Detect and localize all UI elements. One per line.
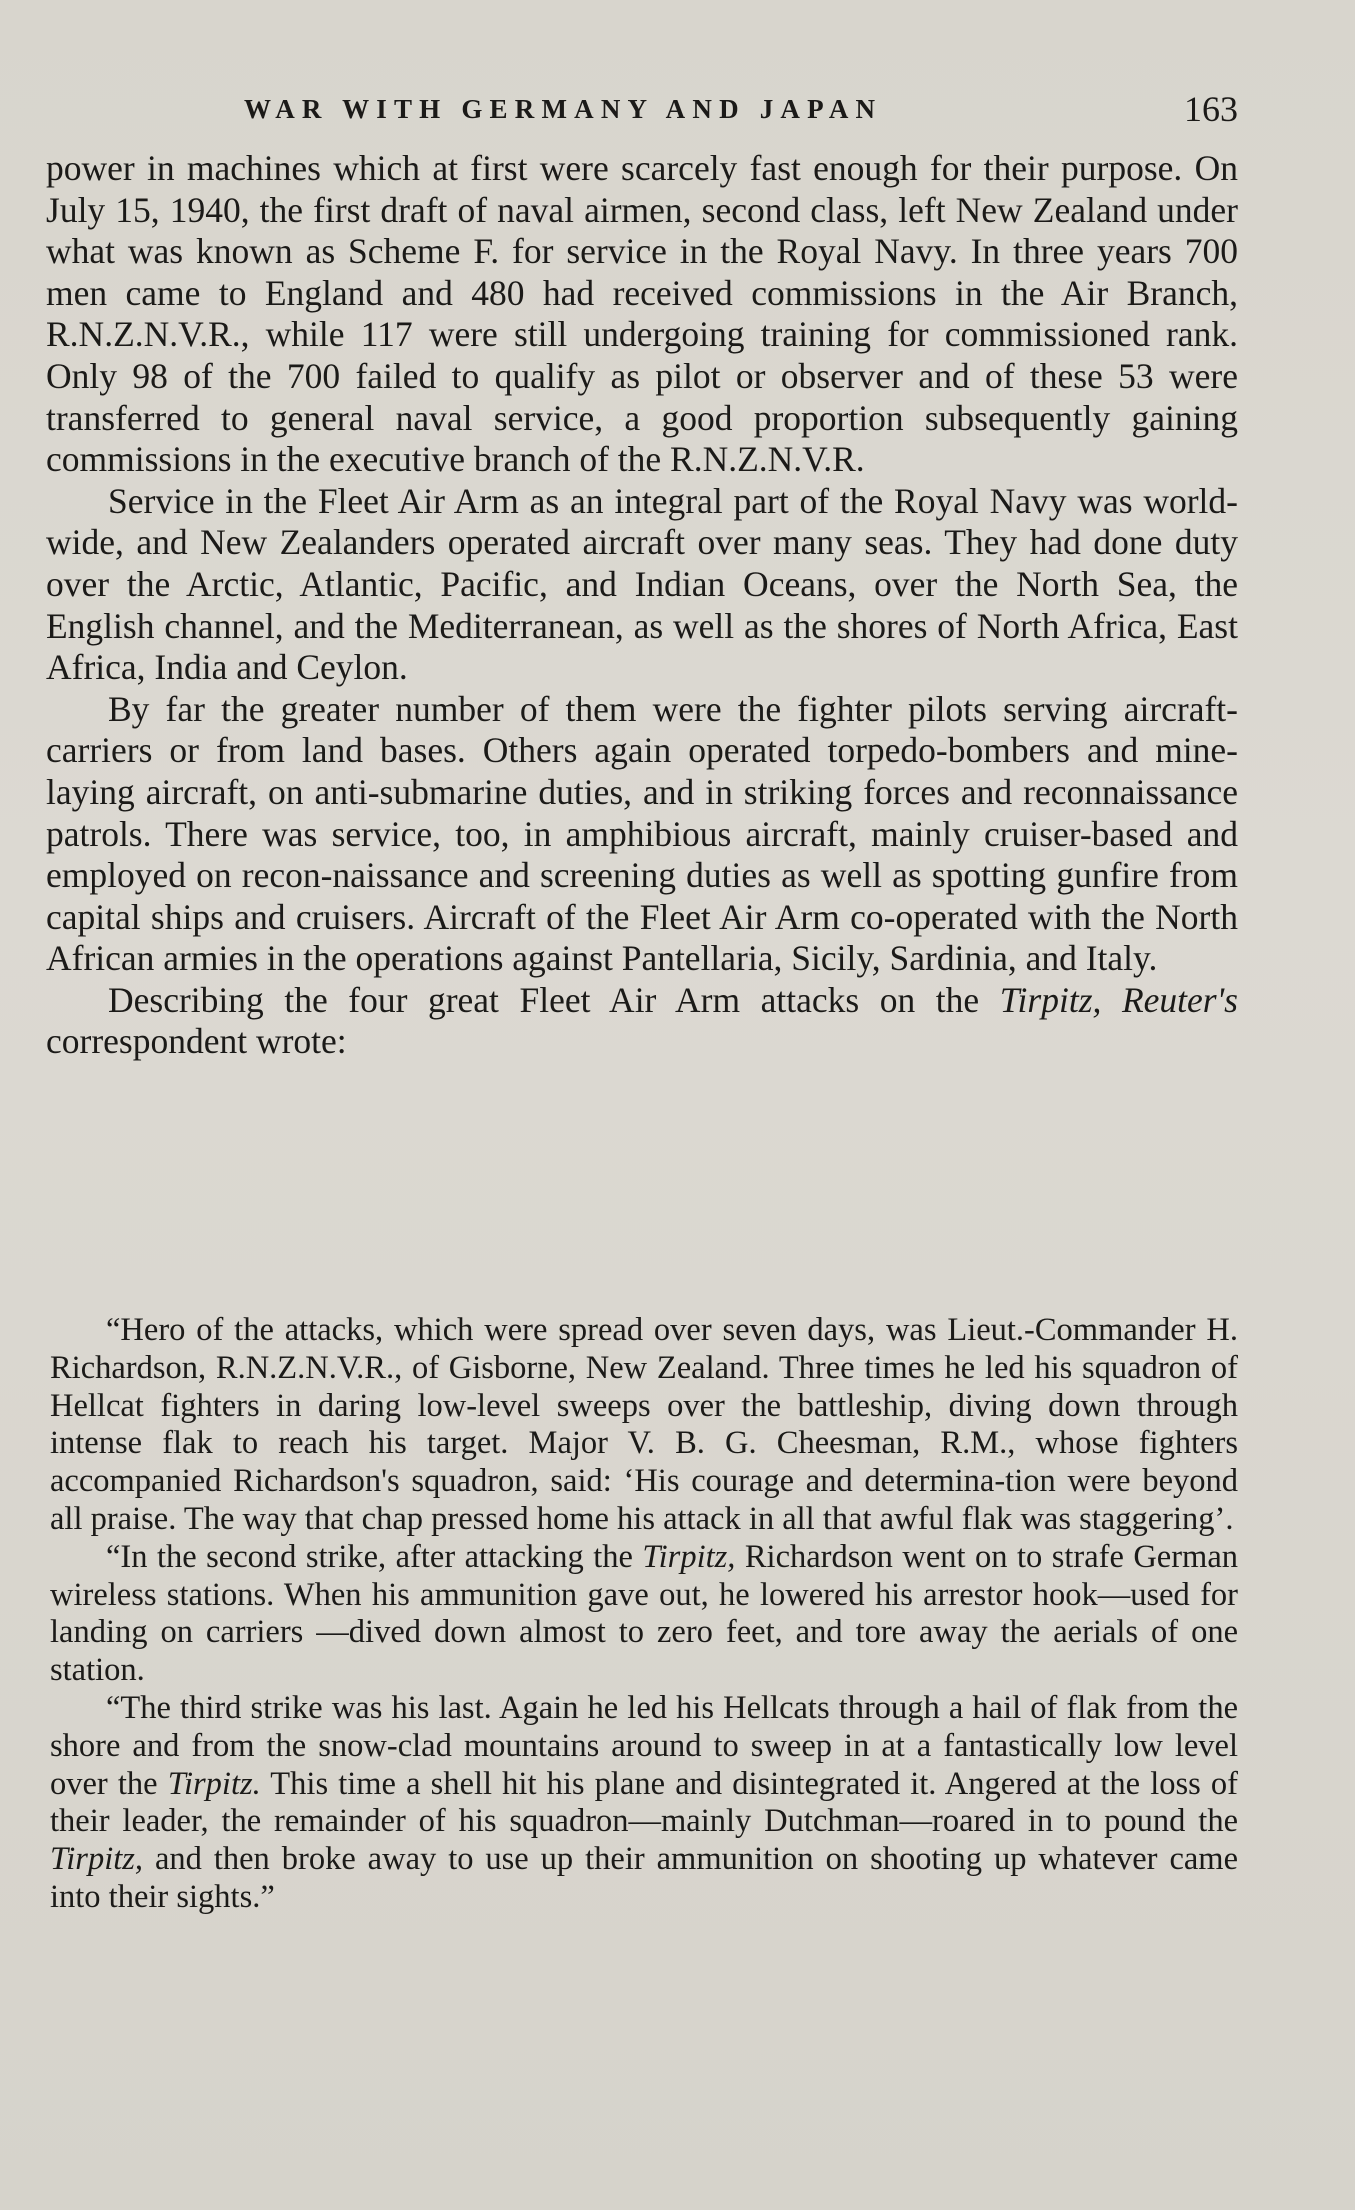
quote-3-text-a: “The third strike was his last. Again he led his Hellcats through a hail of flak from the shore and from the snow-clad mountains around to sweep in at a fantastically low level over the bbox=[50, 1689, 1238, 1802]
quote-2-text-a: “In the second strike, after attacking the bbox=[106, 1538, 643, 1575]
paragraph-1: power in machines which at first were scarcely fast enough for their purpose. On July 15, 1940, the first draft of naval airmen, second class, left New Zealand under what was known as Scheme F. for service in the Royal Navy. In three years 700 men came to England and 480 had received commissions in the Air Branch, R.N.Z.N.V.R., while 117 were still undergoing training for commissioned rank. Only 98 of the 700 failed to qualify as pilot or observer and of these 53 were transferred to general naval service, a good proportion subsequently gaining commissions in the executive branch of the R.N.Z.N.V.R. bbox=[46, 148, 1238, 480]
page-number: 163 bbox=[1184, 89, 1238, 129]
paragraph-4-text-a: Describing the four great Fleet Air Arm attacks on the bbox=[108, 979, 1000, 1020]
running-title: WAR WITH GERMANY AND JAPAN bbox=[244, 94, 883, 124]
tirpitz-italic: Tirpitz, bbox=[50, 1841, 144, 1878]
running-head bbox=[48, 89, 1248, 129]
quote-paragraph-1: “Hero of the attacks, which were spread over seven days, was Lieut.-Commander H. Richardson, R.N.Z.N.V.R., of Gisborne, New Zealand. Three times he led his squadron of Hellcat fighters in daring low-level sweeps over the battleship, diving down through intense flak to reach his target. Major V. B. G. Cheesman, R.M., whose fighters accompanied Richardson's squadron, said: ‘His courage and determina-tion were beyond all praise. The way that chap pressed home his attack in all that awful flak was staggering’. bbox=[50, 1312, 1238, 1537]
block-quote bbox=[50, 1312, 1238, 1917]
paragraph-3: By far the greater number of them were the fighter pilots serving aircraft-carriers or from land bases. Others again operated torpedo-bombers and mine-laying aircraft, on anti-submarine duties, and in striking forces and reconnaissance patrols. There was service, too, in amphibious aircraft, mainly cruiser-based and employed on recon-naissance and screening duties as well as spotting gunfire from capital ships and cruisers. Aircraft of the Fleet Air Arm co-operated with the North African armies in the operations against Pantellaria, Sicily, Sardinia, and Italy. bbox=[46, 688, 1238, 979]
paragraph-2: Service in the Fleet Air Arm as an integral part of the Royal Navy was world-wide, and New Zealanders operated aircraft over many seas. They had done duty over the Arctic, Atlantic, Pacific, and Indian Oceans, over the North Sea, the English channel, and the Mediterranean, as well as the shores of North Africa, East Africa, India and Ceylon. bbox=[46, 480, 1238, 688]
paragraph-4 bbox=[46, 980, 1238, 1063]
paragraph-4-text-d: correspondent wrote: bbox=[46, 1021, 347, 1062]
quote-paragraph-3 bbox=[50, 1690, 1238, 1917]
quote-3-text-c: This time a shell hit his plane and disintegrated it. Angered at the loss of their leader, the remainder of his squadron—mainly Dutchman—roared in to pound the bbox=[50, 1765, 1238, 1840]
tirpitz-italic: Tirpitz, bbox=[642, 1538, 736, 1575]
body-text bbox=[46, 148, 1238, 1063]
quote-paragraph-2 bbox=[50, 1539, 1238, 1690]
quote-2-text-c: Richardson went on to strafe German wireless stations. When his ammunition gave out, he lowered his arrestor hook—used for landing on carriers —dived down almost to zero feet, and tore away the aerials of one station. bbox=[50, 1538, 1239, 1689]
tirpitz-italic: Tirpitz, bbox=[999, 979, 1102, 1020]
reuters-italic: Reuter's bbox=[1121, 979, 1238, 1020]
tirpitz-italic: Tirpitz. bbox=[167, 1765, 261, 1802]
quote-3-text-e: and then broke away to use up their ammunition on shooting up whatever came into their sights.” bbox=[50, 1841, 1238, 1915]
